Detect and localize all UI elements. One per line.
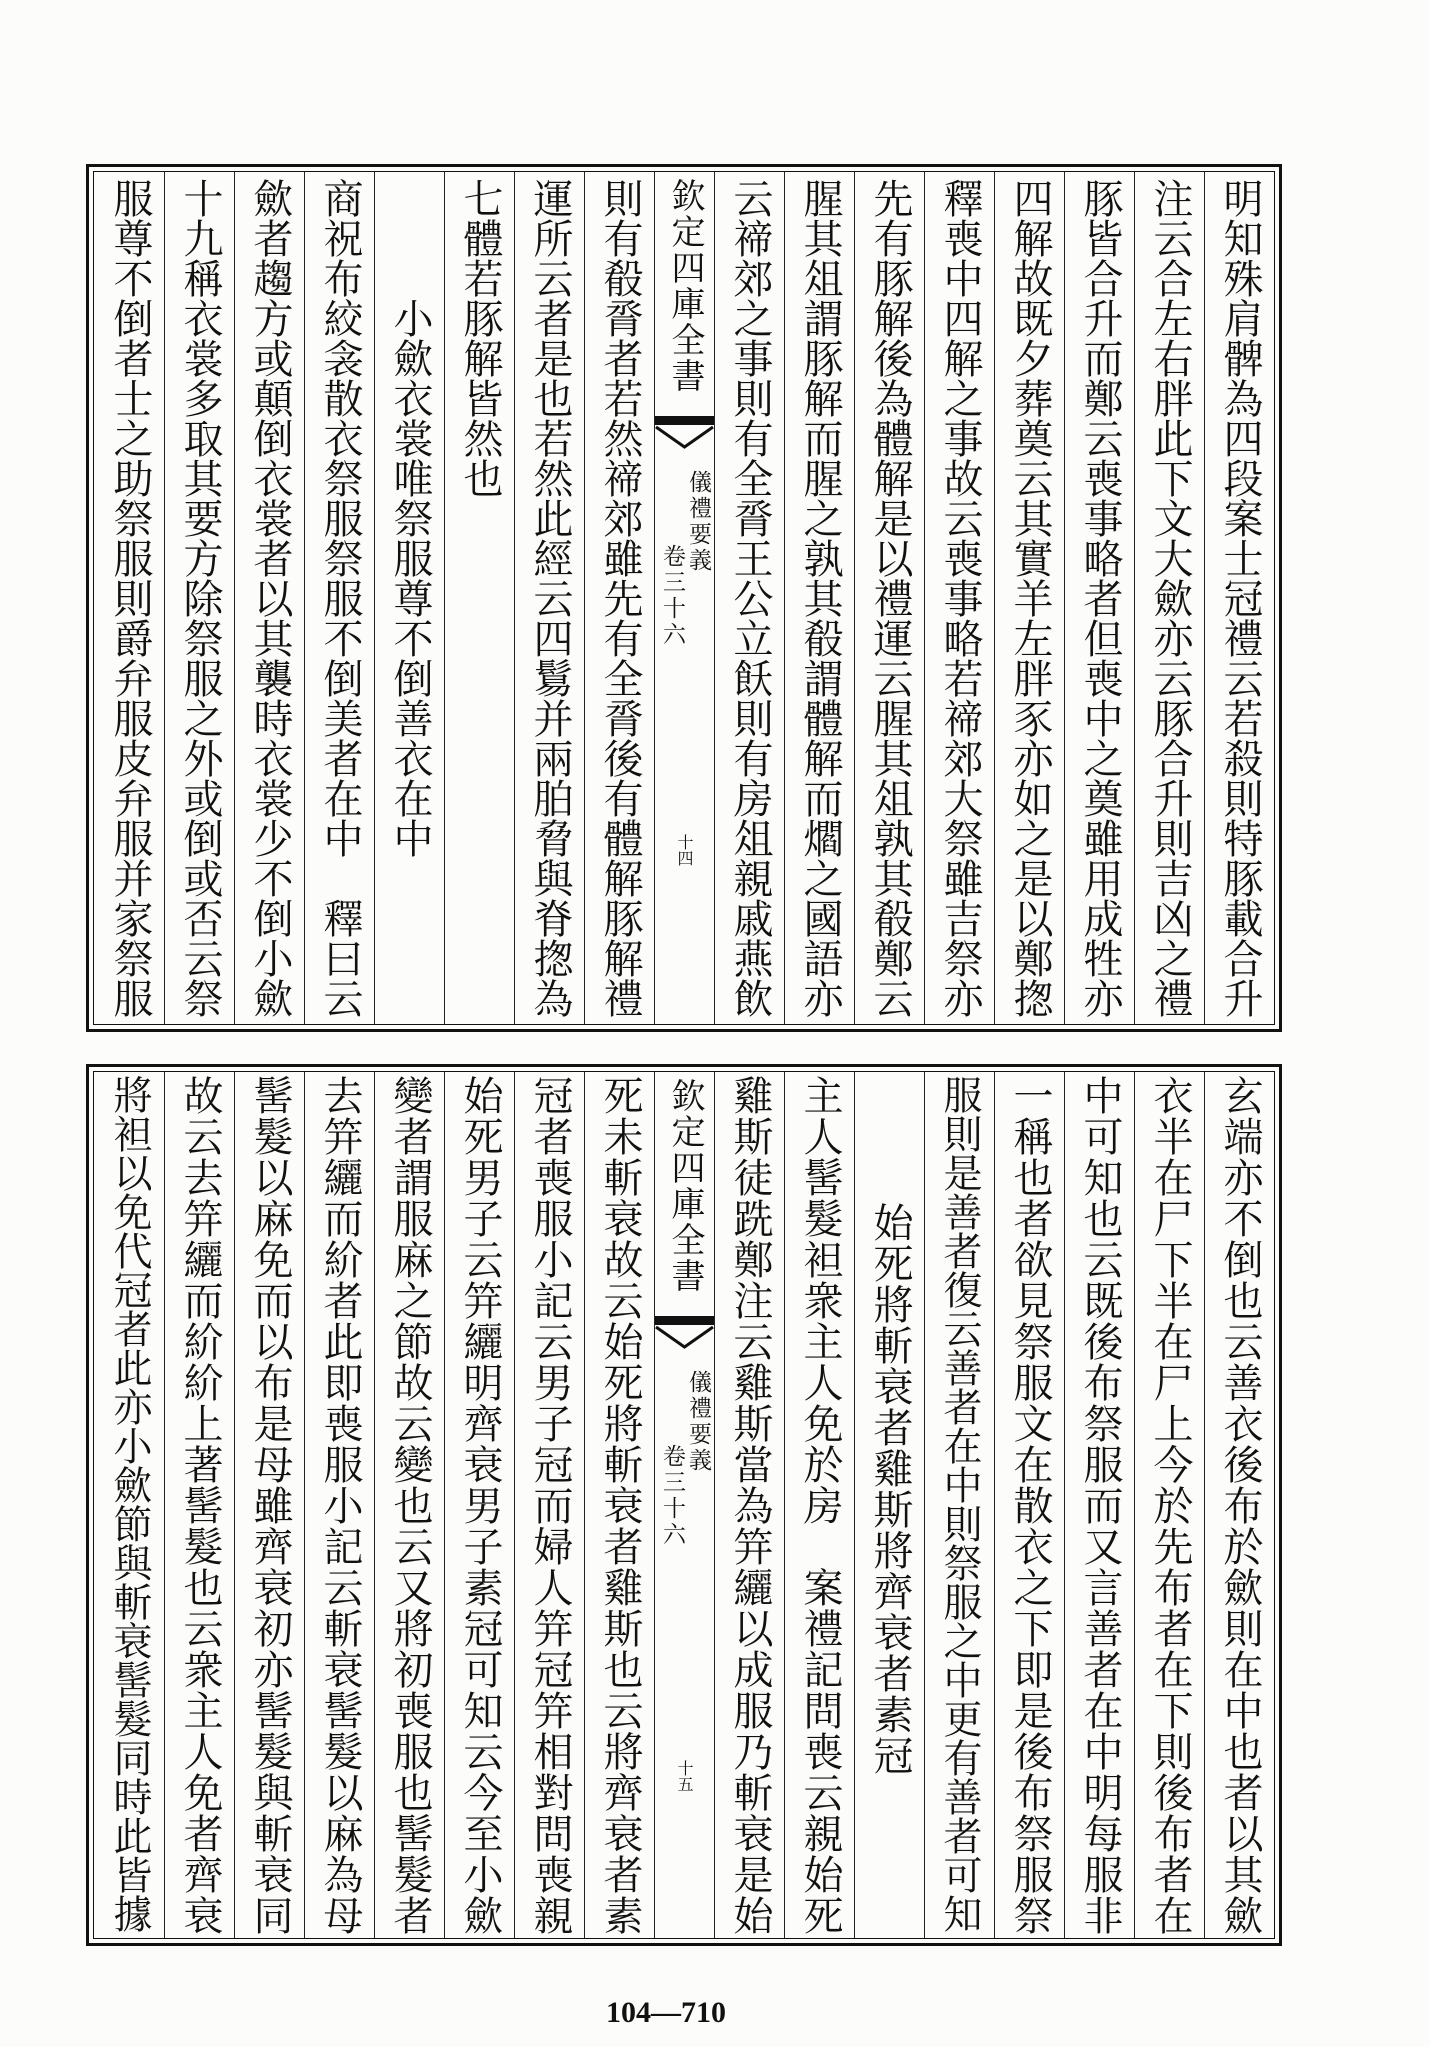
- text-column: 歛者趨方或顛倒衣裳者以其襲時衣裳少不倒小歛: [234, 172, 304, 1024]
- collection-title: 欽定四庫全書: [665, 178, 705, 394]
- text-column: 冠者喪服小記云男子冠而婦人笄冠笄相對問喪親: [514, 1072, 584, 1938]
- text-column: 故云去笄纚而紒紒上著髺髮也云衆主人免者齊衰: [164, 1072, 234, 1938]
- text-column: 則有殽脀者若然禘郊雖先有全脀後有體解豚解禮: [584, 172, 654, 1024]
- text-column: 將袒以免代冠者此亦小歛節與斬衰髺髮同時此皆據: [107, 1075, 152, 1933]
- text-column: 服則是善者復云善者在中則祭服之中更有善者可知: [924, 1072, 994, 1938]
- text-column: 衣半在尸下半在尸上今於先布者在下則後布者在: [1134, 1072, 1204, 1938]
- text-column: 雞斯徒跣鄭注云雞斯當為笄纚以成服乃斬衰是始: [714, 1072, 784, 1938]
- text-column: 變者謂服麻之節故云變也云又將初喪服也髺髮者: [374, 1072, 444, 1938]
- text-column: 四解故既夕葬奠云其實羊左胖豕亦如之是以鄭揔: [994, 172, 1064, 1024]
- leaf-number: 十五: [675, 1760, 694, 1792]
- fish-tail-mark: [655, 1314, 714, 1350]
- text-column: 一稱也者欲見祭服文在散衣之下即是後布祭服祭: [994, 1072, 1064, 1938]
- text-column: 豚皆合升而鄭云喪事略者但喪中之奠雖用成牲亦: [1064, 172, 1134, 1024]
- fish-tail-mark: [655, 414, 714, 450]
- text-column: 先有豚解後為體解是以禮運云腥其俎孰其殽鄭云: [854, 172, 924, 1024]
- text-column: 玄端亦不倒也云善衣後布於歛則在中也者以其歛: [1204, 1072, 1274, 1938]
- text-column: 始死男子云笄纚明齊衰男子素冠可知云今至小歛: [444, 1072, 514, 1938]
- page-number: 104—710: [606, 1996, 726, 2029]
- upper-leaf-frame: [86, 164, 1282, 1032]
- volume-number: 卷三十六: [659, 1444, 685, 1548]
- text-column: 腥其俎謂豚解而腥之孰其殽謂體解而爓之國語亦: [784, 172, 854, 1024]
- text-column: 釋喪中四解之事故云喪事略若禘郊大祭雖吉祭亦: [924, 172, 994, 1024]
- leaf-number: 十四: [675, 834, 694, 866]
- text-column: 中可知也云既後布祭服而又言善者在中明每服非: [1064, 1072, 1134, 1938]
- section-heading-column: 小歛衣裳唯祭服尊不倒善衣在中: [374, 172, 444, 1024]
- text-column: 主人髺髮袒衆主人免於房 案禮記問喪云親始死: [784, 1072, 854, 1938]
- text-column: 明知殊肩髀為四段案士冠禮云若殺則特豚載合升: [1204, 172, 1274, 1024]
- text-column: 服尊不倒者士之助祭服則爵弁服皮弁服并家祭服: [107, 178, 153, 1018]
- text-column: 注云合左右胖此下文大歛亦云豚合升則吉凶之禮: [1134, 172, 1204, 1024]
- center-fold-margin: [654, 1072, 714, 1938]
- upper-leaf-inner-frame: [93, 171, 1275, 1025]
- text-column: 死未斬衰故云始死將斬衰者雞斯也云將齊衰者素: [584, 1072, 654, 1938]
- text-column: 商祝布絞衾散衣祭服祭服不倒美者在中 釋曰云: [304, 172, 374, 1024]
- volume-number: 卷三十六: [659, 544, 685, 648]
- text-column: 云禘郊之事則有全脀王公立飫則有房俎親戚燕飲: [714, 172, 784, 1024]
- book-title: 儀禮要義: [685, 470, 711, 574]
- book-title: 儀禮要義: [685, 1370, 711, 1474]
- section-heading-column: 始死將斬衰者雞斯將齊衰者素冠: [854, 1072, 924, 1938]
- center-fold-margin: [654, 172, 714, 1024]
- text-column: 去笄纚而紒者此即喪服小記云斬衰髺髮以麻為母: [304, 1072, 374, 1938]
- text-column: 運所云者是也若然此經云四鬄并兩胉脅與脊揔為: [514, 172, 584, 1024]
- text-column: 十九稱衣裳多取其要方除祭服之外或倒或否云祭: [164, 172, 234, 1024]
- text-column: 髺髮以麻免而以布是母雖齊衰初亦髺髮與斬衰同: [234, 1072, 304, 1938]
- text-column: 七體若豚解皆然也: [444, 172, 514, 1024]
- collection-title: 欽定四庫全書: [665, 1078, 705, 1294]
- lower-leaf-inner-frame: [93, 1071, 1275, 1939]
- lower-leaf-frame: [86, 1064, 1282, 1946]
